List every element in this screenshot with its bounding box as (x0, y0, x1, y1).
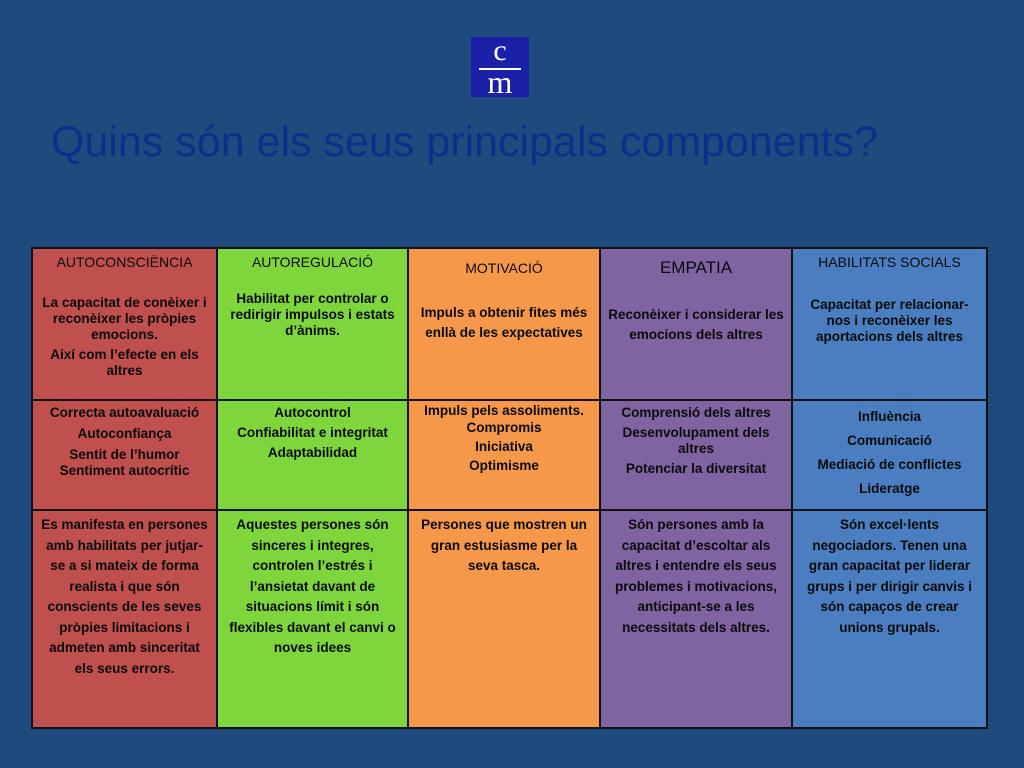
list-item: Comunicació (847, 433, 932, 448)
cm-logo (471, 34, 529, 100)
list-item: Optimisme (469, 458, 539, 473)
list-item: Autocontrol (274, 405, 351, 420)
cell-empatia-competencies (600, 400, 792, 510)
competencies-list (799, 405, 980, 497)
competencies-row (32, 400, 987, 510)
list-item: Compromis (466, 420, 542, 435)
definition-motivacio (415, 303, 593, 343)
components-table (31, 247, 988, 729)
description-motivacio: Persones que mostren un gran estusiasme per la seva tasca. (421, 517, 587, 573)
description-empatia: Són persones amb la capacitat d’escoltar als altres i entendre els seus problemes i motivacions, anticipant-se a les necessitats dels altres. (614, 517, 778, 635)
logo-letter-m: m (487, 64, 513, 100)
header-autoregulacio: AUTOREGULACIÓ (251, 254, 374, 270)
cell-motivacio-competencies (408, 400, 600, 510)
cell-motivacio-definition (408, 248, 600, 400)
definition-text: Habilitat per controlar o redirigir impulsos i estats d’ànims. (230, 291, 395, 338)
cell-autoregulacio-competencies (217, 400, 408, 510)
description-autoregulacio: Aquestes persones són sinceres i integres, controlen l’estrés i l’ansietat davant de situacions límit i són flexibles davant el canvi o noves idees (229, 517, 396, 655)
competencies-list (607, 405, 785, 477)
definition-text: La capacitat de conèixer i reconèixer les pròpies emocions. (42, 295, 207, 342)
definition-autoconsciencia (39, 295, 210, 379)
list-item: Comprensió dels altres (621, 405, 771, 420)
logo-letter-c: c (493, 34, 507, 67)
header-motivacio: MOTIVACIÓ (465, 260, 543, 276)
competencies-list (39, 405, 210, 479)
cell-habilitats-competencies (792, 400, 987, 510)
cell-autoregulacio-definition (217, 248, 408, 400)
list-item: Sentit de l’humor (69, 447, 180, 462)
cell-habilitats-description (792, 510, 987, 728)
definition-text: Capacitat per relacionar-nos i reconèixer les aportacions dels altres (810, 297, 969, 344)
competencies-list (415, 403, 593, 473)
header-habilitats-socials: HABILITATS SOCIALS (818, 254, 961, 270)
slide-title: Quins són els seus principals components? (51, 118, 878, 166)
list-item: Mediació de conflictes (817, 457, 962, 472)
list-item: Autoconfiança (77, 426, 172, 441)
list-item: Influència (857, 409, 921, 424)
cell-autoregulacio-description (217, 510, 408, 728)
header-autoconsciencia: AUTOCONSCIÈNCIA (56, 254, 193, 270)
cell-autoconsciencia-description (32, 510, 217, 728)
description-autoconsciencia: Es manifesta en persones amb habilitats per jutjar-se a si mateix de forma realista i que són conscients de les seves pròpies limitacions i admeten amb sinceritat els seus errors. (41, 517, 208, 676)
cell-empatia-description (600, 510, 792, 728)
definition-text: Reconèixer i considerar les emocions dels altres (608, 307, 784, 342)
cell-empatia-definition (600, 248, 792, 400)
list-item: Lideratge (859, 481, 920, 496)
list-item: Adaptabilidad (267, 445, 358, 460)
list-item: Impuls pels assoliments. (424, 403, 584, 418)
list-item: Confiabilitat e integritat (237, 425, 388, 440)
definition-habilitats-socials (799, 297, 980, 345)
definition-row (32, 248, 987, 400)
cell-autoconsciencia-competencies (32, 400, 217, 510)
list-item: Potenciar la diversitat (625, 461, 767, 476)
definition-text: Impuls a obtenir fites més enllà de les expectatives (420, 305, 588, 340)
cell-habilitats-definition (792, 248, 987, 400)
list-item: Iniciativa (475, 439, 533, 454)
cell-motivacio-description (408, 510, 600, 728)
header-empatia: EMPATIA (659, 258, 733, 277)
description-row (32, 510, 987, 728)
definition-text: Així com l’efecte en els altres (50, 347, 199, 378)
list-item: Desenvolupament dels altres (622, 425, 770, 456)
cell-autoconsciencia-definition (32, 248, 217, 400)
description-habilitats-socials: Són excel·lents negociadors. Tenen una gran capacitat per liderar grups i per dirigir canvis i són capaços de crear unions grupals. (806, 517, 973, 635)
definition-empatia (607, 305, 785, 345)
list-item: Sentiment autocrític (59, 463, 190, 478)
definition-autoregulacio (224, 291, 401, 339)
competencies-list (224, 405, 401, 461)
list-item: Correcta autoavaluació (49, 405, 200, 420)
